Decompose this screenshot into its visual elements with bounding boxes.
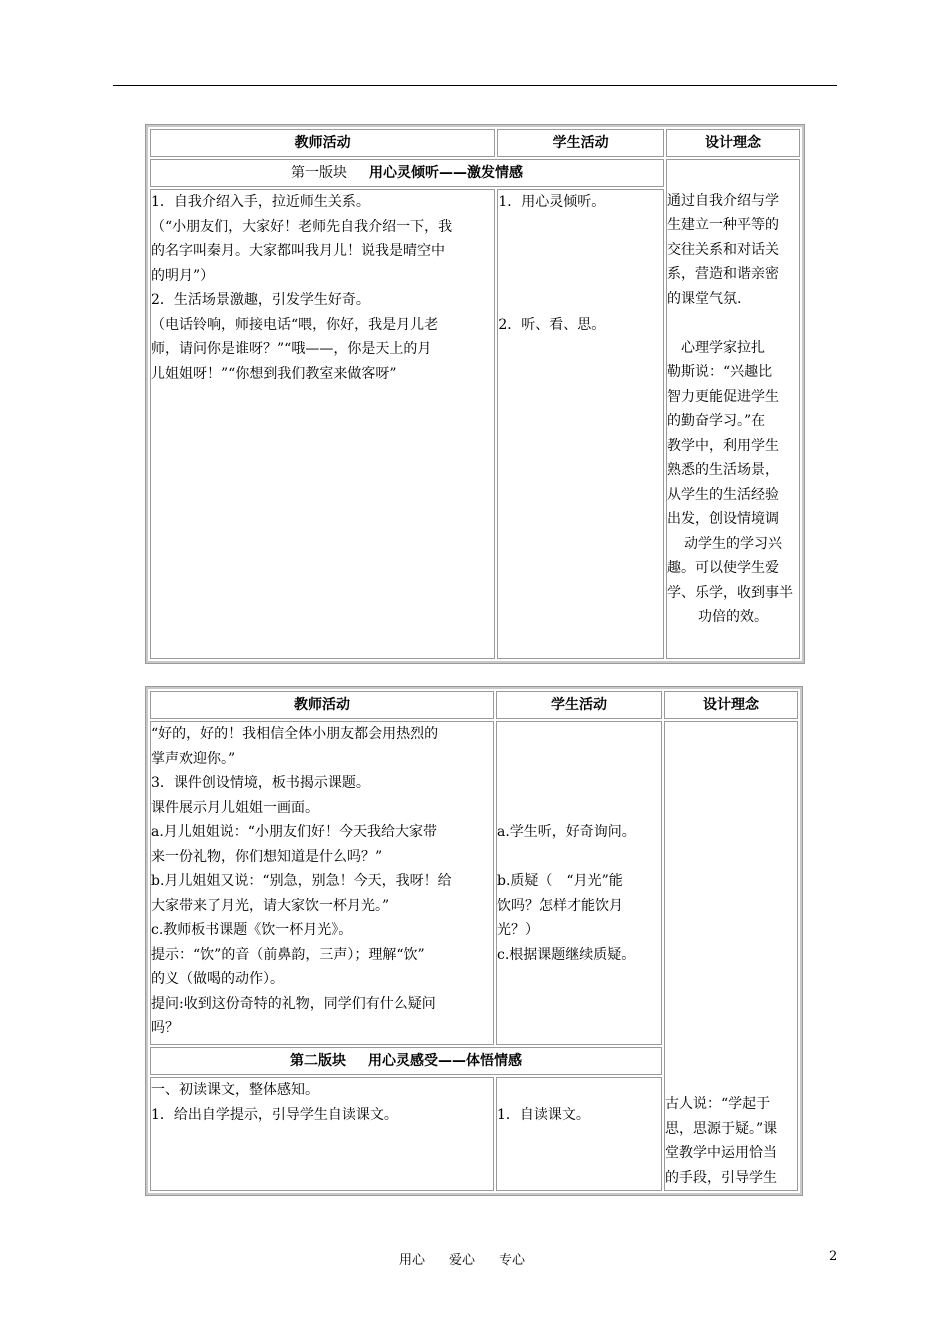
page-number: 2 bbox=[829, 1249, 838, 1264]
student-line: 2．听、看、思。 bbox=[498, 316, 606, 333]
header-student-activity: 学生活动 bbox=[496, 691, 662, 719]
teacher-line: 2．生活场景激趣，引发学生好奇。 bbox=[151, 292, 370, 308]
section-heading-2 bbox=[150, 1047, 662, 1075]
teacher-line: 提问:收到这份奇特的礼物，同学们有什么疑问 bbox=[151, 995, 436, 1012]
teacher-line: 的名字叫秦月。大家都叫我月儿！说我是晴空中 bbox=[151, 243, 445, 259]
teacher-line: 的明月”） bbox=[151, 267, 215, 284]
header-design-concept: 设计理念 bbox=[664, 691, 798, 719]
section-label: 第二版块 bbox=[290, 1052, 346, 1069]
header-design-concept: 设计理念 bbox=[666, 129, 800, 157]
section-title: 用心灵倾听——激发情感 bbox=[369, 164, 523, 181]
header-rule bbox=[113, 85, 837, 86]
teacher-activity-cell-2 bbox=[150, 721, 494, 1045]
teacher-line: 儿姐姐呀！”“你想到我们教室来做客呀” bbox=[151, 365, 397, 382]
teacher-line: “好的，好的！我相信全体小朋友都会用热烈的 bbox=[151, 726, 439, 742]
teacher-line: 吗？ bbox=[151, 1020, 179, 1036]
teacher-line: 大家带来了月光，请大家饮一杯月光。” bbox=[151, 897, 390, 914]
student-line: a.学生听，好奇询问。 bbox=[497, 824, 636, 840]
teacher-activity-cell-3 bbox=[150, 1077, 494, 1191]
teacher-line: 1．自我介绍入手，拉近师生关系。 bbox=[151, 194, 370, 210]
header-teacher-activity: 教师活动 bbox=[150, 691, 494, 719]
lesson-table-1 bbox=[146, 125, 804, 663]
teacher-line: （电话铃响，师接电话“喂，你好，我是月儿老 bbox=[151, 316, 439, 333]
teacher-line: 课件展示月儿姐姐一画面。 bbox=[151, 799, 319, 816]
teacher-line: c.教师板书课题《饮一杯月光》。 bbox=[151, 922, 353, 938]
teacher-line: b.月儿姐姐又说：“别急，别急！今天，我呀！给 bbox=[151, 873, 452, 889]
student-line: b.质疑（ “月光”能 bbox=[497, 873, 623, 889]
teacher-activity-cell-1 bbox=[150, 189, 495, 659]
section-label: 第一版块 bbox=[291, 164, 347, 181]
section-title: 用心灵感受——体悟情感 bbox=[368, 1052, 522, 1069]
teacher-line: a.月儿姐姐说：“小朋友们好！今天我给大家带 bbox=[151, 824, 437, 840]
design-concept-text: 通过自我介绍与学 生建立一种平等的 交往关系和对话关 系，营造和谐亲密 的课堂气氛. 心理学家拉扎 勒斯说：“兴趣比 智力更能促进学生 的勤奋学习。”在 教学中，利用学生 熟悉的生活场景， 从学生的生活经验 出发，创设情境调 动学生的学习兴 趣。可以使学生爱 学、乐学，收到事半 功倍的效。 bbox=[667, 192, 793, 625]
student-activity-cell-2 bbox=[496, 721, 662, 1045]
student-activity-cell-3 bbox=[496, 1077, 662, 1191]
teacher-line: 1．给出自学提示，引导学生自读课文。 bbox=[151, 1106, 398, 1123]
teacher-line: 3．课件创设情境，板书揭示课题。 bbox=[151, 775, 370, 791]
student-line: 1．自读课文。 bbox=[497, 1106, 590, 1123]
student-line: 光？） bbox=[497, 922, 539, 938]
student-line: 1．用心灵倾听。 bbox=[498, 194, 606, 210]
teacher-line: （“小朋友们，大家好！老师先自我介绍一下，我 bbox=[151, 218, 453, 235]
design-concept-text: 古人说：“学起于 思，思源于疑。”课 堂教学中运用恰当 的手段，引导学生 bbox=[665, 1096, 778, 1186]
teacher-line: 来一份礼物，你们想知道是什么吗？” bbox=[151, 848, 383, 865]
teacher-line: 提示：“饮”的音（前鼻韵，三声）；理解“饮” bbox=[151, 946, 425, 963]
design-concept-cell-1 bbox=[666, 159, 800, 659]
teacher-line: 师，请问你是谁呀？”“哦——，你是天上的月 bbox=[151, 341, 432, 357]
design-concept-cell-2 bbox=[664, 721, 798, 1191]
teacher-line: 一、初读课文，整体感知。 bbox=[151, 1082, 319, 1098]
teacher-line: 掌声欢迎你。” bbox=[151, 750, 236, 767]
footer-motto: 用心 爱心 专心 bbox=[399, 1253, 526, 1268]
section-heading-1 bbox=[150, 159, 664, 187]
header-student-activity: 学生活动 bbox=[497, 129, 664, 157]
student-activity-cell-1 bbox=[497, 189, 664, 659]
student-line: c.根据课题继续质疑。 bbox=[497, 946, 636, 963]
student-line: 饮吗？怎样才能饮月 bbox=[497, 897, 623, 914]
teacher-line: 的义（做喝的动作）。 bbox=[151, 971, 284, 987]
lesson-table-2 bbox=[146, 687, 802, 1195]
header-teacher-activity: 教师活动 bbox=[150, 129, 495, 157]
